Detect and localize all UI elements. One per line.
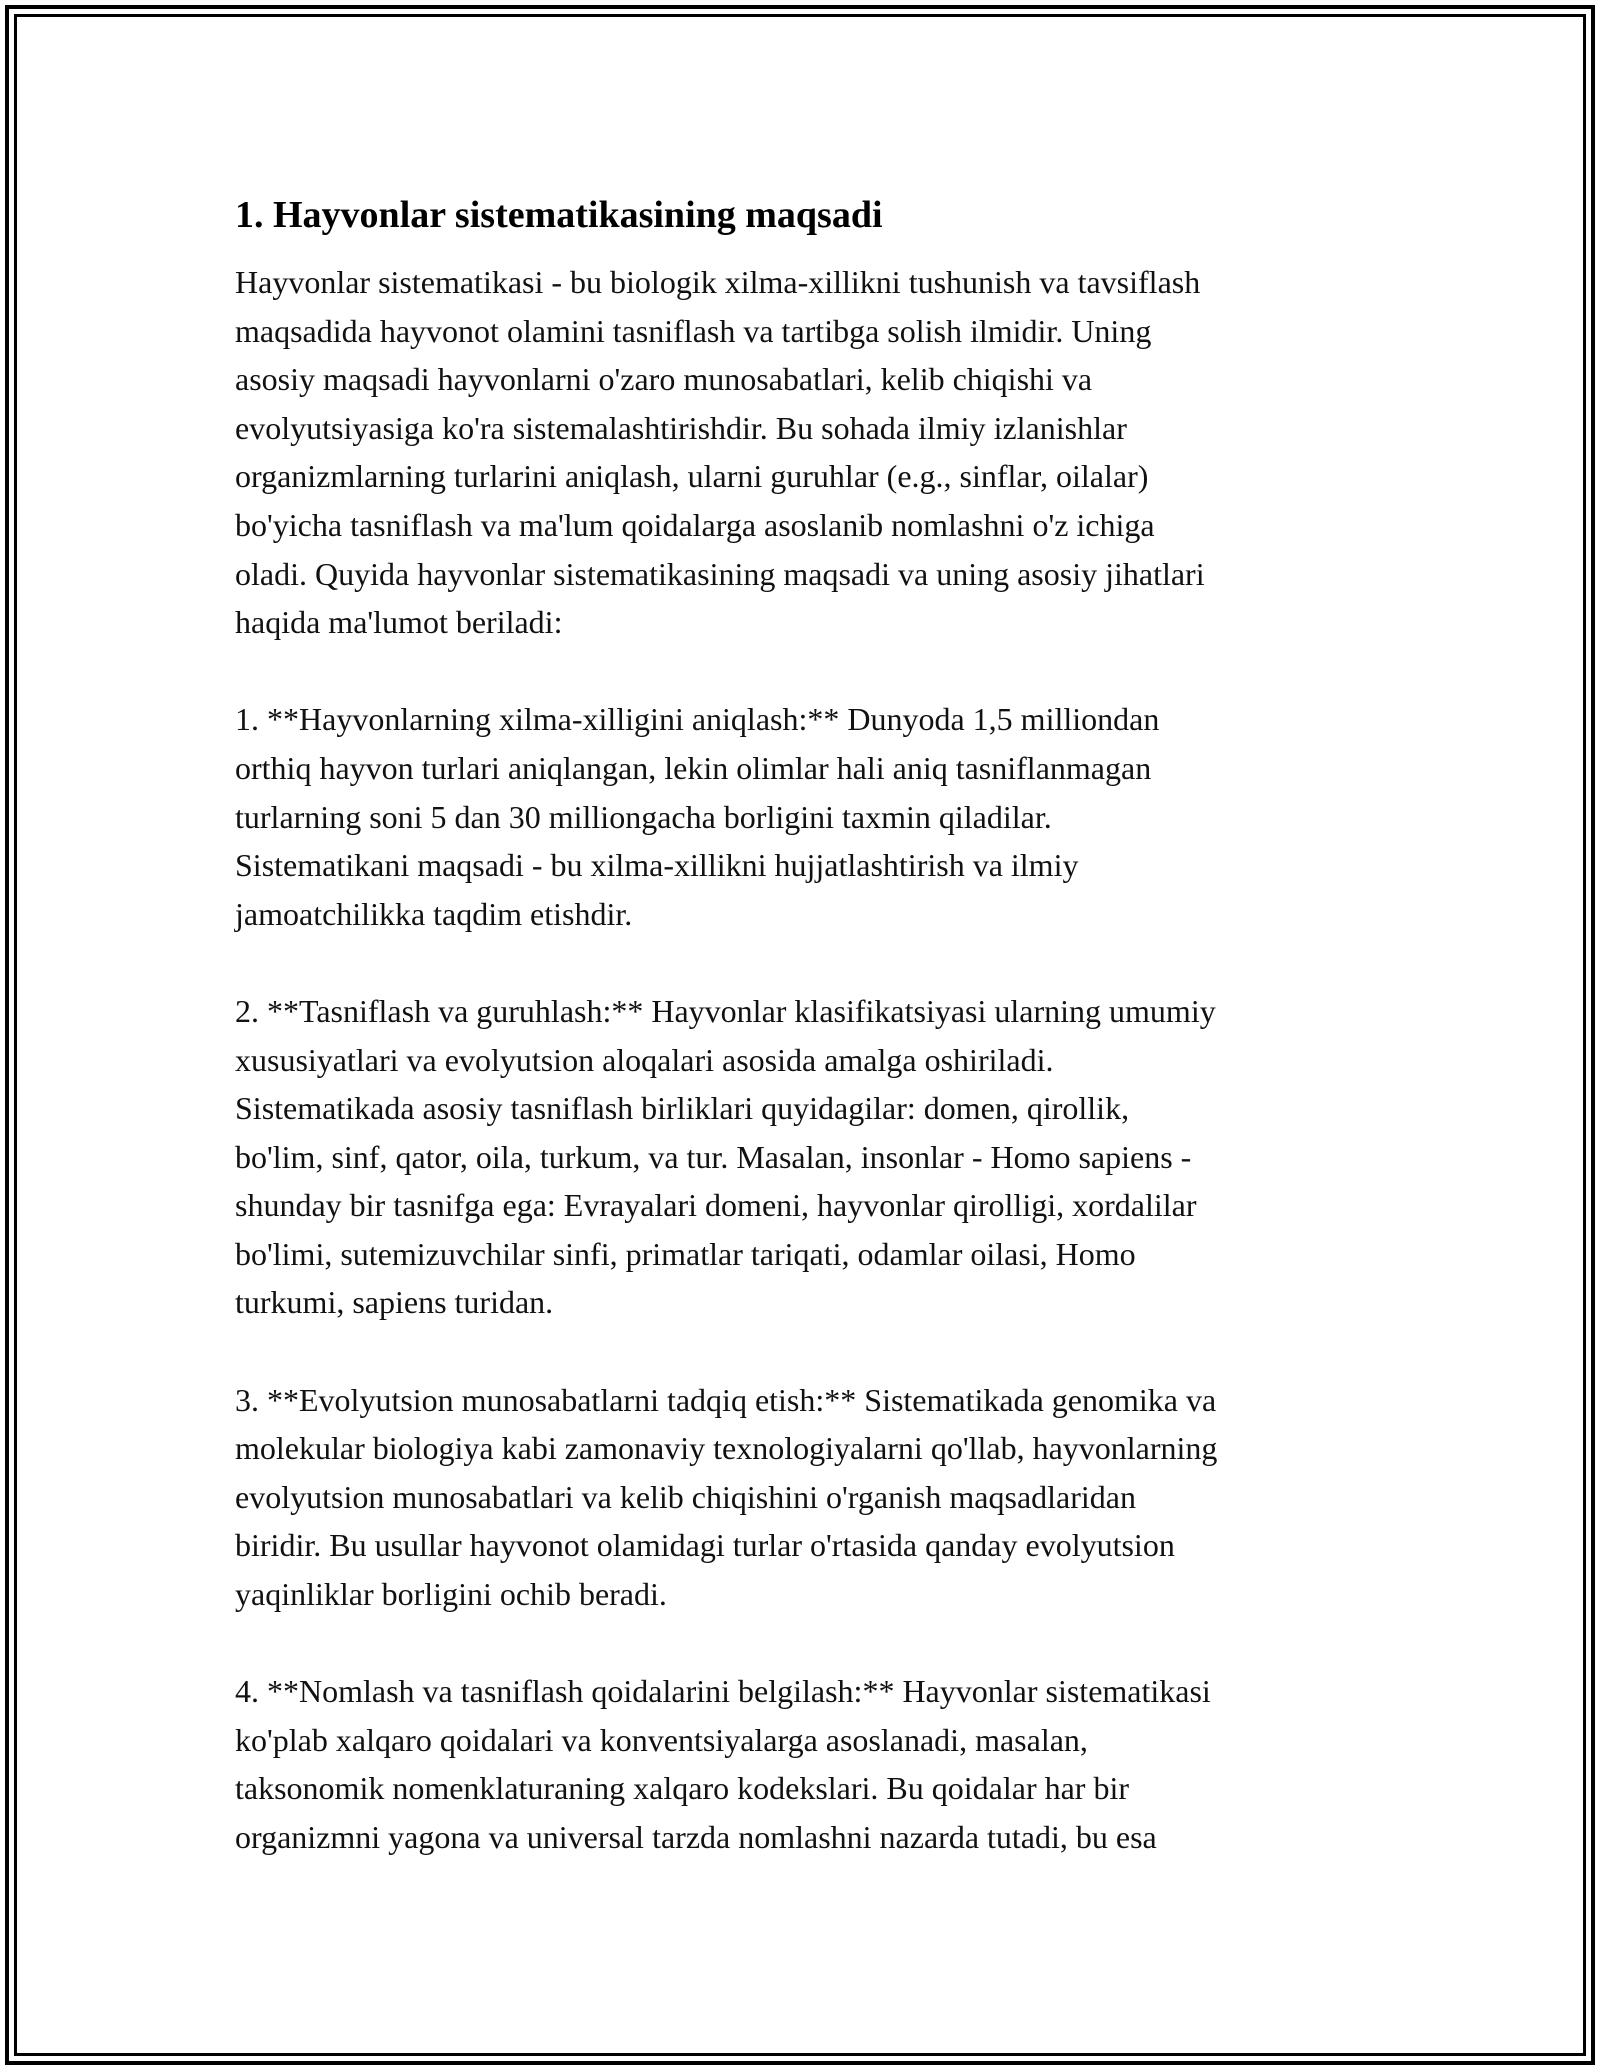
point-2-paragraph: 2. **Tasniflash va guruhlash:** Hayvonlar klasifikatsiyasi ularning umumiy xususiyatlari va evolyutsion aloqalari asosida amalga oshiriladi. Sistematikada asosiy tasniflash birliklari quyidagilar: domen, qirollik, bo'lim, sinf, qator, oila, turkum, va tur. Masalan, insonlar - Homo sapiens - shunday bir tasnifga ega: Evrayalari domeni, hayvonlar qirolligi, xordalilar bo'limi, sutemizuvchilar sinfi, primatlar tariqati, odamlar oilasi, Homo turkumi, sapiens turidan. <box>235 992 1216 1321</box>
point-1-paragraph: 1. **Hayvonlarning xilma-xilligini aniqlash:** Dunyoda 1,5 milliondan orthiq hayvon turlari aniqlangan, lekin olimlar hali aniq tasniflanmagan turlarning soni 5 dan 30 milliongacha borligini taxmin qiladilar. Sistematikani maqsadi - bu xilma-xillikni hujjatlashtirish va ilmiy jamoatchilikka taqdim etishdir. <box>235 701 1160 932</box>
document-body <box>235 186 1365 1862</box>
point-3-paragraph: 3. **Evolyutsion munosabatlarni tadqiq etish:** Sistematikada genomika va molekular biologiya kabi zamonaviy texnologiyalarni qo'llab, hayvonlarning evolyutsion munosabatlari va kelib chiqishini o'rganish maqsadlaridan biridir. Bu usullar hayvonot olamidagi turlar o'rtasida qanday evolyutsion yaqinliklar borligini ochib beradi. <box>235 1381 1218 1613</box>
section-heading: 1. Hayvonlar sistematikasining maqsadi <box>235 194 883 236</box>
point-4-paragraph: 4. **Nomlash va tasniflash qoidalarini belgilash:** Hayvonlar sistematikasi ko'plab xalqaro qoidalari va konventsiyalarga asoslanadi, masalan, taksonomik nomenklaturaning xalqaro kodekslari. Bu qoidalar har bir organizmni yagona va universal tarzda nomlashni nazarda tutadi, bu esa <box>235 1673 1211 1855</box>
intro-paragraph: Hayvonlar sistematikasi - bu biologik xilma-xillikni tushunish va tavsiflash maqsadida hayvonot olamini tasniflash va tartibga solish ilmidir. Uning asosiy maqsadi hayvonlarni o'zaro munosabatlari, kelib chiqishi va evolyutsiyasiga ko'ra sistemalashtirishdir. Bu sohada ilmiy izlanishlar organizmlarning turlarini aniqlash, ularni guruhlar (e.g., sinflar, oilalar) bo'yicha tasniflash va ma'lum qoidalarga asoslanib nomlashni o'z ichiga oladi. Quyida hayvonlar sistematikasining maqsadi va uning asosiy jihatlari haqida ma'lumot beriladi: <box>235 264 1205 641</box>
